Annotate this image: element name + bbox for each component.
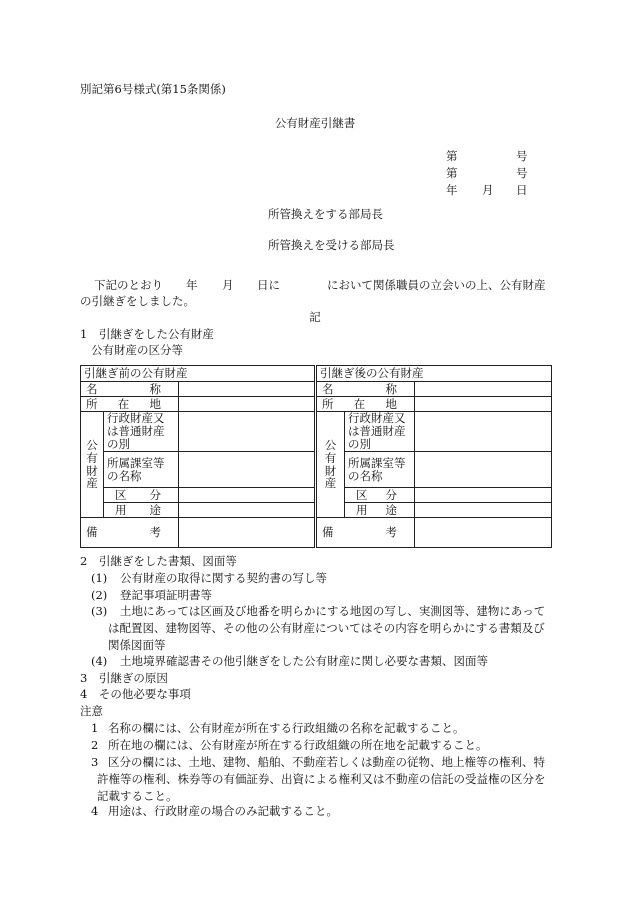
youto-value[interactable] [415,503,552,518]
section-1-heading: 1 引継ぎをした公有財産 [80,327,214,341]
name-value[interactable] [179,382,315,397]
location-label: 所 在 地 [86,396,161,411]
location-value[interactable] [415,397,552,412]
number-prefix: 第 [446,166,458,180]
number-suffix: 号 [516,149,528,163]
section-2-item-4-text: 土地境界確認書その他引継ぎをした公有財産に関し必要な書類、図面等 [120,654,488,668]
note-3-text: 区分の欄には、土地、建物、船舶、不動産若しくは動産の従物、地上権等の権利、特許権等の権利、株券等の有価証券、出資による権利又は不動産の信託の受益権の区分を記載すること。 [97,755,546,803]
section-1-subheading: 公有財産の区分等 [91,343,183,357]
note-1-num: 1 [91,721,99,735]
note-4-num: 4 [91,804,99,818]
number-prefix: 第 [446,149,458,163]
notes-heading: 注意 [80,704,103,718]
name-label: 名 称 [86,381,161,396]
body-continue: において関係職員の立会いの上、公有財産 [327,278,546,292]
table-after [316,365,552,548]
location-label: 所 在 地 [322,396,397,411]
division-label: 所属課室等の名称 [345,452,415,488]
section-2-item-2-num: (2) [91,588,108,602]
bikou-label: 備 考 [86,525,161,540]
public-property-vertical-label: 公 有 財 産 [317,412,345,518]
bikou-label: 備 考 [322,525,397,540]
division-label: 所属課室等の名称 [104,452,179,488]
division-value[interactable] [179,452,315,488]
name-value[interactable] [415,382,552,397]
from-department: 所管換えをする部局長 [268,207,383,221]
youto-label: 用 途 [356,502,397,517]
before-header: 引継ぎ前の公有財産 [81,366,315,382]
section-2-item-3-text: 土地にあっては区画及び地番を明らかにする地図の写し、実測図等、建物にあっては配置図、建物図等、その他の公有財産についてはその内容を明らかにする書類及び関係図面等 [108,604,546,652]
section-2-item-2-text: 登記事項証明書等 [120,588,212,602]
kubun-label: 区 分 [356,487,397,502]
number-line-2 [446,168,530,182]
page-title: 公有財産引継書 [274,116,356,130]
bikou-value[interactable] [415,518,552,548]
to-department: 所管換えを受ける部局長 [268,238,395,252]
kubun-value[interactable] [415,488,552,503]
year-label: 年 [446,183,458,197]
section-2-item-3-num: (3) [91,604,108,618]
body-day: 日に [257,278,280,292]
category-type-label: 行政財産又は普通財産の別 [104,412,179,452]
date-line [446,185,530,199]
section-3-heading: 3 引継ぎの原因 [80,671,168,685]
youto-value[interactable] [179,503,315,518]
category-type-value[interactable] [415,412,552,452]
bikou-value[interactable] [179,518,315,548]
public-property-vertical-label: 公 有 財 産 [81,412,104,518]
section-2-item-1-text: 公有財産の取得に関する契約書の写し等 [120,571,327,585]
body-start: 下記のとおり [94,278,163,292]
table-before [80,365,315,548]
location-value[interactable] [179,397,315,412]
note-2-text: 所在地の欄には、公有財産が所在する行政組織の所在地を記載すること。 [108,738,488,752]
youto-label: 用 途 [115,502,161,517]
category-type-value[interactable] [179,412,315,452]
section-2-item-4-num: (4) [91,654,108,668]
note-3-num: 3 [91,755,99,769]
section-2-item-1-num: (1) [91,571,108,585]
after-header: 引継ぎ後の公有財産 [317,366,552,382]
category-type-label: 行政財産又は普通財産の別 [345,412,415,452]
body-line-2: の引継ぎをしました。 [80,294,195,308]
number-suffix: 号 [516,166,528,180]
body-year: 年 [186,278,198,292]
body-month: 月 [222,278,234,292]
kubun-value[interactable] [179,488,315,503]
division-value[interactable] [415,452,552,488]
note-1-text: 名称の欄には、公有財産が所在する行政組織の名称を記載すること。 [108,721,465,735]
note-2-num: 2 [91,738,99,752]
form-label: 別記第6号様式(第15条関係) [80,82,226,96]
name-label: 名 称 [322,381,397,396]
day-label: 日 [516,183,528,197]
section-2-heading: 2 引継ぎをした書類、図面等 [80,554,237,568]
month-label: 月 [482,183,494,197]
number-line-1 [446,151,530,165]
section-4-heading: 4 その他必要な事項 [80,687,191,701]
note-4-text: 用途は、行政財産の場合のみ記載すること。 [108,804,338,818]
ki-heading: 記 [309,310,321,324]
kubun-label: 区 分 [115,487,161,502]
